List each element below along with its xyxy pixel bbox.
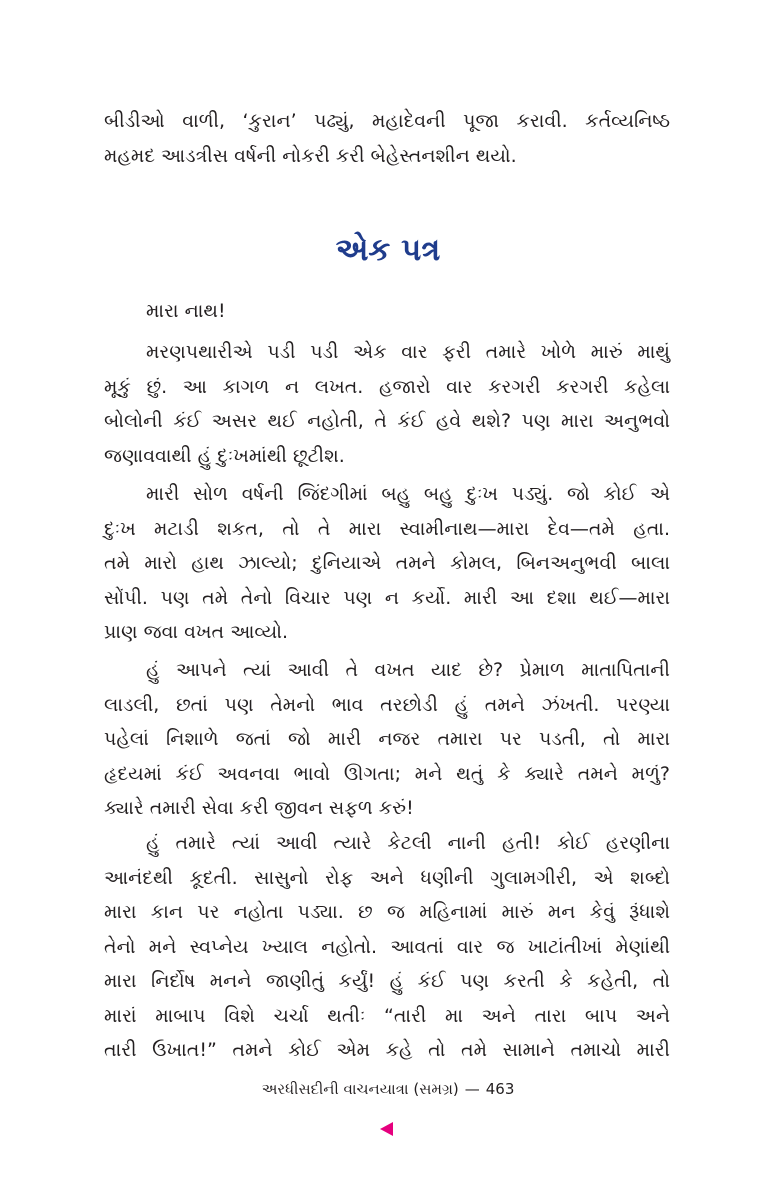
book-title: અરધીસદીની વાચનયાત્રા (સમગ્ર) (261, 1080, 459, 1098)
text-line: મૂકું છું. આ કાગળ ન લખત. હજારો વાર કરગરી કરગરી કહેલા (104, 375, 670, 398)
text-line: મહમદ આડત્રીસ વર્ષની નોકરી કરી બેહેસ્તનશીન થયો. (104, 144, 517, 167)
text-line: બીડીઓ વાળી, ‘કુરાન’ પઢ્યું, મહાદેવની પૂજા કરાવી. કર્તવ્યનિષ્ઠ (104, 110, 670, 132)
text-line: તારી ઉખાત!” તમને કોઈ એમ કહે તો તમે સામાને તમાચો મારી (104, 1039, 670, 1061)
text-line: મારાં માબાપ વિશે ચર્ચા થતીઃ “તારી મા અને તારા બાપ અને (104, 1004, 670, 1027)
text-line: મારી સોળ વર્ષની જિંદગીમાં બહુ બહુ દુઃખ પડ્યું. જો કોઈ એ (146, 483, 670, 505)
text-line: દુઃખ મટાડી શકત, તો તે મારા સ્વામીનાથ—મારા દેવ—તમે હતા. (104, 517, 670, 540)
paragraph-1 (104, 335, 670, 473)
text-line: આનંદથી કૂદતી. સાસુનો રોફ અને ધણીની ગુલામગીરી, એ શબ્દો (104, 866, 670, 889)
text-line: તેનો મને સ્વપ્નેય ખ્યાલ નહોતો. આવતાં વાર જ ખાટાંતીખાં મેણાંથી (104, 935, 670, 958)
text-line: હું આપને ત્યાં આવી તે વખત યાદ છે? પ્રેમાળ માતાપિતાની (146, 659, 670, 681)
footer-dash: — (464, 1080, 480, 1098)
salutation: મારા નાથ! (146, 300, 226, 322)
page-number: 463 (485, 1080, 515, 1098)
text-line: પહેલાં નિશાળે જતાં જો મારી નજર તમારા પર પડતી, તો મારા (104, 728, 670, 750)
text-line: લાડલી, છતાં પણ તેમનો ભાવ તરછોડી હું તમને ઝંખતી. પરણ્યા (104, 693, 670, 716)
paragraph-4 (104, 826, 670, 1068)
triangle-left-icon[interactable] (380, 1122, 393, 1136)
paragraph-2 (104, 477, 670, 650)
article-title: એક પત્ર (335, 232, 441, 268)
text-line: મારા નિર્દોષ મનને જાણીતું કર્યું! હું કંઈ પણ કરતી કે કહેતી, તો (104, 970, 670, 992)
intro-paragraph (104, 104, 670, 173)
text-line: પ્રાણ જવા વખત આવ્યો. (104, 621, 289, 643)
text-line: હૃદયમાં કંઈ અવનવા ભાવો ઊગતા; મને થતું કે ક્યારે તમને મળું? (104, 762, 670, 785)
text-line: જણાવવાથી હું દુઃખમાંથી છૂટીશ. (104, 444, 345, 467)
text-line: બોલોની કંઈ અસર થઈ નહોતી, તે કંઈ હવે થશે? પણ મારા અનુભવો (104, 410, 670, 432)
page-footer (0, 1080, 776, 1098)
text-line: તમે મારો હાથ ઝાલ્યો; દુનિયાએ તમને કોમલ, બિનઅનુભવી બાલા (104, 552, 670, 574)
text-line: મરણપથારીએ પડી પડી એક વાર ફરી તમારે ખોળે મારું માથું (146, 341, 670, 363)
text-line: ક્યારે તમારી સેવા કરી જીવન સફળ કરું! (104, 797, 414, 819)
text-line: મારા કાન પર નહોતા પડ્યા. છ જ મહિનામાં મારું મન કેવું રૂંધાશે (104, 901, 670, 923)
text-line: હું તમારે ત્યાં આવી ત્યારે કેટલી નાની હતી! કોઈ હરણીના (146, 832, 670, 854)
paragraph-3 (104, 653, 670, 826)
text-line: સોંપી. પણ તમે તેનો વિચાર પણ ન કર્યો. મારી આ દશા થઈ—મારા (104, 586, 670, 609)
